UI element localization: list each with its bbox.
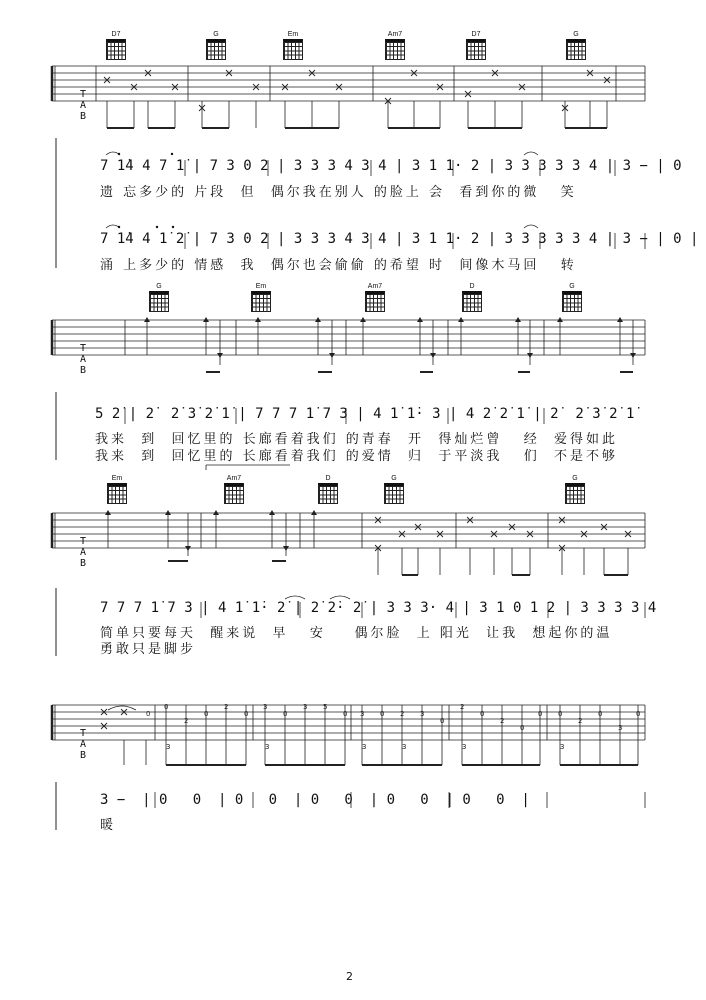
chord-grid bbox=[283, 39, 303, 60]
chord-grid bbox=[107, 483, 127, 504]
chord-diagram bbox=[560, 283, 584, 312]
svg-text:0: 0 bbox=[598, 710, 603, 718]
chord-diagram bbox=[563, 475, 587, 504]
svg-text:3: 3 bbox=[618, 724, 623, 732]
svg-text:0: 0 bbox=[480, 710, 485, 718]
chord-diagram bbox=[382, 475, 406, 504]
svg-text:3: 3 bbox=[166, 743, 171, 751]
chord-grid bbox=[318, 483, 338, 504]
page-number: 2 bbox=[346, 970, 353, 983]
chord-name: Em bbox=[255, 283, 267, 290]
notation-line: 7 1̇4 4 1̇ 2̇ | 7 3 0 2 | 3 3 3 4 3 4 | 3 1 1· 2 | 3 3 3 3 3 4 | 3 − | 0 | bbox=[100, 231, 699, 247]
chord-grid bbox=[149, 291, 169, 312]
chord-name: D bbox=[469, 283, 475, 290]
chord-grid bbox=[224, 483, 244, 504]
chord-name: Em bbox=[111, 475, 123, 482]
svg-text:2: 2 bbox=[460, 703, 465, 711]
chord-name: G bbox=[572, 475, 578, 482]
svg-text:2: 2 bbox=[500, 717, 505, 725]
lyric-line: 我来 到 回忆里的 长廊看着我们 的爱情 归 于平淡我 们 不是不够 bbox=[95, 449, 618, 464]
svg-text:3: 3 bbox=[462, 743, 467, 751]
chord-name: G bbox=[156, 283, 162, 290]
chord-diagram bbox=[222, 475, 246, 504]
svg-text:0: 0 bbox=[283, 710, 288, 718]
chord-grid bbox=[384, 483, 404, 504]
chord-name: Em bbox=[287, 31, 299, 38]
chord-grid bbox=[566, 39, 586, 60]
staff-system-4 bbox=[52, 705, 645, 830]
svg-text:0: 0 bbox=[380, 710, 385, 718]
svg-text:2: 2 bbox=[224, 703, 229, 711]
chord-diagram bbox=[363, 283, 387, 312]
notation-line: 5 2̇ | 2̇ 2̇ 3̇ 2̇ 1̇ | 7 7 7 1̇ 7 3 | 4 1̇ 1̇· 3 | 4 2̇ 2̇ 1̇ | 2̇ 2̇ 3̇ 2̇ 1̇ bbox=[95, 406, 635, 422]
tab-clef-2: T A B bbox=[80, 343, 87, 376]
svg-text:3: 3 bbox=[303, 703, 308, 711]
svg-text:0: 0 bbox=[636, 710, 641, 718]
chord-diagram bbox=[105, 475, 129, 504]
svg-text:2: 2 bbox=[578, 717, 583, 725]
svg-text:0: 0 bbox=[538, 710, 543, 718]
notation-line: 7 7 7 1̇ 7 3 | 4 1̇ 1̇· 2̇ | 2̇ 2̇· 2̇ | 3 3 3· 4 | 3 1 0 1 2 | 3 3 3 3 4 bbox=[100, 600, 657, 616]
chord-diagram bbox=[281, 31, 305, 60]
chord-diagram bbox=[204, 31, 228, 60]
chord-grid bbox=[385, 39, 405, 60]
svg-text:0: 0 bbox=[164, 703, 169, 711]
chord-name: G bbox=[573, 31, 579, 38]
chord-diagram bbox=[464, 31, 488, 60]
chord-diagram bbox=[316, 475, 340, 504]
svg-text:0: 0 bbox=[440, 717, 445, 725]
svg-text:3: 3 bbox=[360, 710, 365, 718]
lyric-line: 遗 忘多少的 片段 但 偶尔我在别人 的脸上 会 看到你的微 笑 bbox=[100, 185, 577, 200]
svg-text:0: 0 bbox=[520, 724, 525, 732]
svg-text:3: 3 bbox=[420, 710, 425, 718]
chord-grid bbox=[251, 291, 271, 312]
chord-name: Am7 bbox=[226, 475, 242, 482]
chord-grid bbox=[462, 291, 482, 312]
chord-grid bbox=[466, 39, 486, 60]
chord-name: Am7 bbox=[367, 283, 383, 290]
chord-grid bbox=[565, 483, 585, 504]
lyric-line: 暖 bbox=[100, 818, 117, 833]
lyric-line: 简单只要每天 醒来说 早 安 偶尔脸 上 阳光 让我 想起你的温 bbox=[100, 626, 613, 641]
tab-clef-1: T A B bbox=[80, 89, 87, 122]
svg-text:0: 0 bbox=[558, 710, 563, 718]
chord-diagram bbox=[460, 283, 484, 312]
svg-text:0: 0 bbox=[146, 710, 151, 718]
tab-clef-4: T A B bbox=[80, 728, 87, 761]
chord-grid bbox=[365, 291, 385, 312]
svg-text:3: 3 bbox=[362, 743, 367, 751]
tab-clef-3: T A B bbox=[80, 536, 87, 569]
svg-text:5: 5 bbox=[323, 703, 328, 711]
svg-text:3: 3 bbox=[402, 743, 407, 751]
chord-diagram bbox=[104, 31, 128, 60]
lyric-line: 勇敢只是脚步 bbox=[100, 642, 197, 657]
lyric-line: 涌 上多少的 情感 我 偶尔也会偷偷 的希望 时 间像木马回 转 bbox=[100, 258, 577, 273]
chord-diagram bbox=[249, 283, 273, 312]
chord-grid bbox=[206, 39, 226, 60]
notation-line: 7 1̇4 4 7 1̇ | 7 3 0 2 | 3 3 3 4 3 4 | 3 1 1· 2 | 3 3 3 3 3 4 | 3 − | 0 bbox=[100, 158, 682, 174]
notation-line: 3 − | 0 0 | 0 0 | 0 0 | 0 0 | 0 0 | bbox=[100, 792, 530, 808]
chord-diagram bbox=[564, 31, 588, 60]
chord-diagram bbox=[383, 31, 407, 60]
chord-name: D7 bbox=[471, 31, 481, 38]
chord-name: D bbox=[325, 475, 331, 482]
chord-name: G bbox=[213, 31, 219, 38]
chord-grid bbox=[562, 291, 582, 312]
chord-diagram bbox=[147, 283, 171, 312]
chord-name: Am7 bbox=[387, 31, 403, 38]
svg-text:0: 0 bbox=[204, 710, 209, 718]
svg-text:0: 0 bbox=[343, 710, 348, 718]
chord-grid bbox=[106, 39, 126, 60]
svg-text:2: 2 bbox=[184, 717, 189, 725]
svg-text:2: 2 bbox=[400, 710, 405, 718]
lyric-line: 我来 到 回忆里的 长廊看着我们 的青春 开 得灿烂曾 经 爱得如此 bbox=[95, 432, 618, 447]
svg-text:3: 3 bbox=[265, 743, 270, 751]
svg-text:0: 0 bbox=[244, 710, 249, 718]
chord-name: G bbox=[569, 283, 575, 290]
svg-text:3: 3 bbox=[560, 743, 565, 751]
chord-name: G bbox=[391, 475, 397, 482]
svg-text:3: 3 bbox=[263, 703, 268, 711]
chord-name: D7 bbox=[111, 31, 121, 38]
